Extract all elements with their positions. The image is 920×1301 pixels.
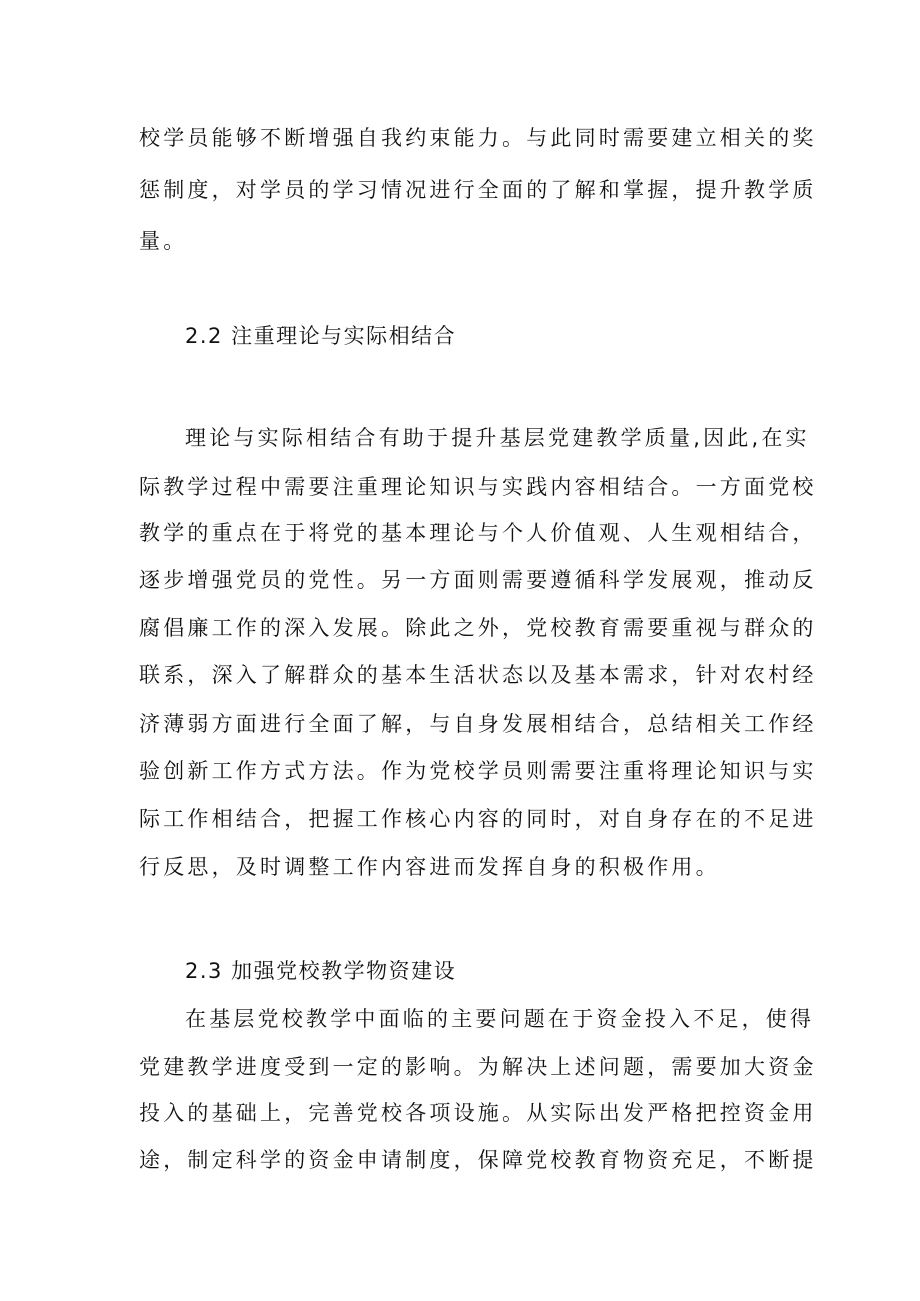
section-heading-2-3: 2.3 加强党校教学物资建设 bbox=[185, 959, 457, 983]
paragraph-line: 逐步增强党员的党性。另一方面则需要遵循科学发展观，推动反 bbox=[139, 568, 817, 592]
paragraph-line: 联系，深入了解群众的基本生活状态以及基本需求，针对农村经 bbox=[139, 663, 817, 687]
paragraph-line: 惩制度，对学员的学习情况进行全面的了解和掌握，提升教学质 bbox=[139, 178, 817, 202]
paragraph-line: 途，制定科学的资金申请制度，保障党校教育物资充足，不断提 bbox=[139, 1148, 817, 1172]
paragraph-line: 验创新工作方式方法。作为党校学员则需要注重将理论知识与实 bbox=[139, 759, 817, 783]
paragraph-line: 腐倡廉工作的深入发展。除此之外，党校教育需要重视与群众的 bbox=[139, 616, 817, 640]
paragraph-line: 理论与实际相结合有助于提升基层党建教学质量,因此,在实 bbox=[185, 426, 810, 450]
paragraph-line: 际工作相结合，把握工作核心内容的同时，对自身存在的不足进 bbox=[139, 807, 817, 831]
paragraph-line: 量。 bbox=[139, 229, 188, 253]
paragraph-line: 教学的重点在于将党的基本理论与个人价值观、人生观相结合， bbox=[139, 521, 817, 545]
paragraph-line: 济薄弱方面进行全面了解，与自身发展相结合，总结相关工作经 bbox=[139, 712, 817, 736]
section-heading-2-2: 2.2 注重理论与实际相结合 bbox=[185, 324, 457, 348]
paragraph-line: 在基层党校教学中面临的主要问题在于资金投入不足，使得 bbox=[185, 1007, 815, 1031]
paragraph-line: 党建教学进度受到一定的影响。为解决上述问题，需要加大资金 bbox=[139, 1055, 817, 1079]
paragraph-line: 校学员能够不断增强自我约束能力。与此同时需要建立相关的奖 bbox=[139, 126, 817, 150]
paragraph-line: 行反思，及时调整工作内容进而发挥自身的积极作用。 bbox=[139, 855, 720, 879]
paragraph-line: 际教学过程中需要注重理论知识与实践内容相结合。一方面党校 bbox=[139, 475, 817, 499]
paragraph-line: 投入的基础上，完善党校各项设施。从实际出发严格把控资金用 bbox=[139, 1101, 817, 1125]
